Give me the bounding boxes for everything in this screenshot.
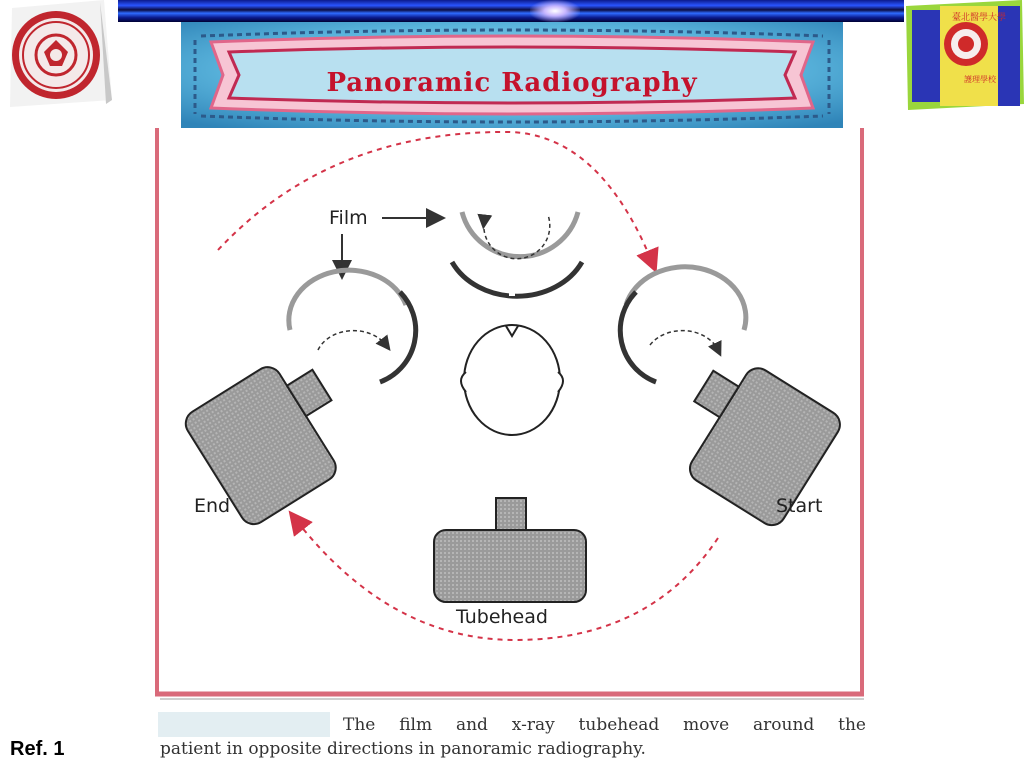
tubehead-label: Tubehead [456, 606, 548, 628]
film-position-center [452, 212, 582, 296]
svg-text:臺北醫學大學: 臺北醫學大學 [952, 13, 1007, 23]
film-label: Film [329, 207, 368, 229]
start-label: Start [776, 495, 823, 517]
caption-line-2: patient in opposite directions in panoramic radiography. [160, 739, 646, 759]
rotation-arc-top [218, 132, 652, 262]
reference-label: Ref. 1 [10, 738, 65, 760]
end-label: End [194, 495, 231, 517]
caption-line-1: The film and x-ray tubehead move around the [343, 715, 866, 735]
film-position-end [289, 270, 436, 382]
patient-head [461, 325, 563, 435]
svg-text:護理學校: 護理學校 [964, 75, 996, 84]
caption-figure-number-mask [158, 712, 330, 737]
slide-title: Panoramic Radiography [326, 68, 698, 98]
film-position-start [620, 267, 746, 382]
tubehead-center [434, 498, 586, 602]
